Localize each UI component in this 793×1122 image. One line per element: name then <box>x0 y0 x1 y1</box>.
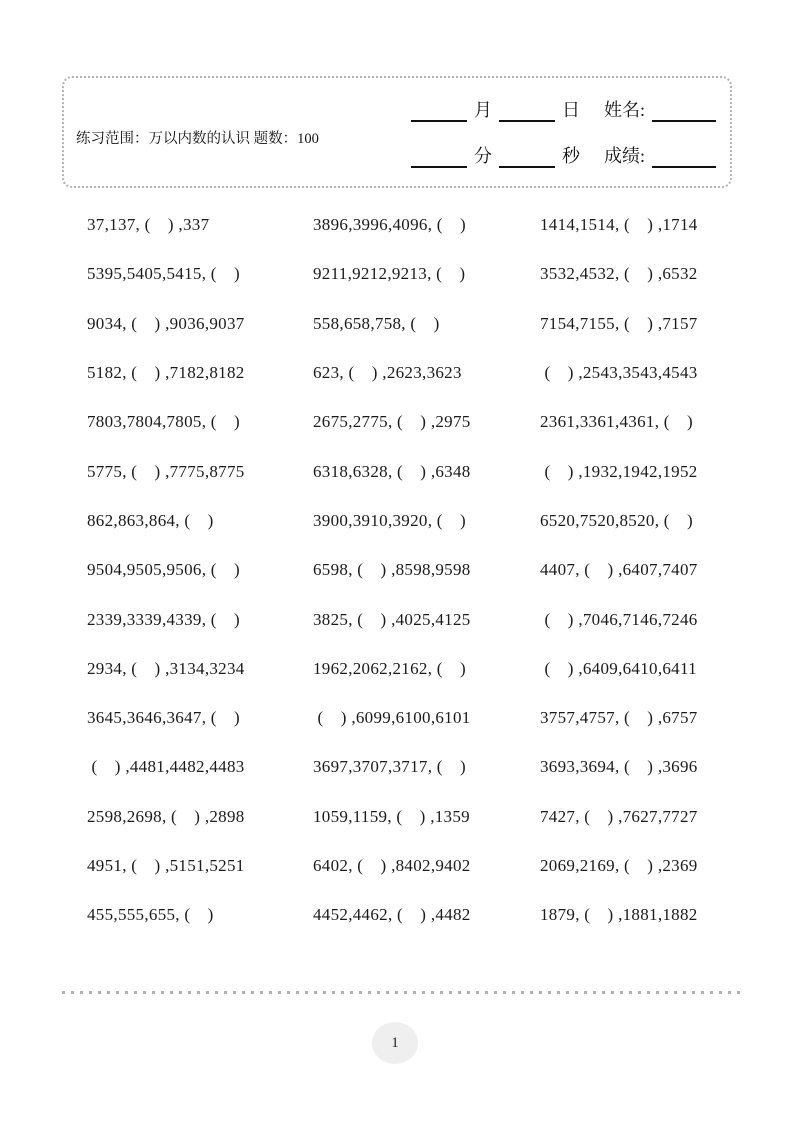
problem-cell: ( ) ,2543,3543,4543 <box>540 363 698 383</box>
header-fill-rows <box>404 96 716 188</box>
bottom-dotted-divider <box>62 991 740 994</box>
problem-cell: 2361,3361,4361, ( ) <box>540 412 694 432</box>
second-label: 秒 <box>561 146 580 166</box>
problem-cell: 1059,1159, ( ) ,1359 <box>313 806 470 826</box>
problem-cell: 5775, ( ) ,7775,8775 <box>87 461 245 481</box>
problem-cell: 6318,6328, ( ) ,6348 <box>313 461 471 481</box>
problem-cell: 9211,9212,9213, ( ) <box>313 264 466 284</box>
problem-cell: 6520,7520,8520, ( ) <box>540 510 694 530</box>
time-score-row <box>404 142 716 168</box>
problem-cell: 6598, ( ) ,8598,9598 <box>313 560 471 580</box>
date-name-row <box>404 96 716 122</box>
problem-cell: 558,658,758, ( ) <box>313 313 440 333</box>
name-label: 姓名: <box>603 100 645 120</box>
problem-cell: ( ) ,6099,6100,6101 <box>313 708 471 728</box>
header-box <box>62 76 732 188</box>
exercise-range-label: 练习范围：万以内数的认识 题数：100 <box>76 131 319 147</box>
score-label: 成绩: <box>603 146 645 166</box>
problem-cell: 1879, ( ) ,1881,1882 <box>540 905 698 925</box>
page-number: 1 <box>391 1034 399 1051</box>
problem-cell: 2598,2698, ( ) ,2898 <box>87 806 245 826</box>
problem-cell: 37,137, ( ) ,337 <box>87 215 210 235</box>
problem-cell: 3825, ( ) ,4025,4125 <box>313 609 471 629</box>
minute-blank <box>411 149 467 168</box>
problem-cell: ( ) ,6409,6410,6411 <box>540 658 697 678</box>
second-blank <box>499 149 555 168</box>
problem-cell: 7427, ( ) ,7627,7727 <box>540 806 698 826</box>
problem-cell: 623, ( ) ,2623,3623 <box>313 363 462 383</box>
problem-cell: 2675,2775, ( ) ,2975 <box>313 412 471 432</box>
problem-cell: 3532,4532, ( ) ,6532 <box>540 264 698 284</box>
month-blank <box>411 103 467 122</box>
problem-cell: 862,863,864, ( ) <box>87 510 214 530</box>
problem-cell: 6402, ( ) ,8402,9402 <box>313 856 471 875</box>
problem-cell: 1962,2062,2162, ( ) <box>313 658 467 678</box>
problem-cell: 4951, ( ) ,5151,5251 <box>87 856 245 875</box>
month-label: 月 <box>473 100 492 120</box>
problem-cell: 7803,7804,7805, ( ) <box>87 412 241 432</box>
problem-cell: 3693,3694, ( ) ,3696 <box>540 757 698 777</box>
problem-cell: 1414,1514, ( ) ,1714 <box>540 215 698 235</box>
problem-cell: 3697,3707,3717, ( ) <box>313 757 467 777</box>
problem-cell: ( ) ,4481,4482,4483 <box>87 757 245 777</box>
problem-cell: 3900,3910,3920, ( ) <box>313 510 467 530</box>
problems-grid <box>87 198 735 937</box>
problem-cell: 4407, ( ) ,6407,7407 <box>540 560 698 580</box>
problem-cell: 2339,3339,4339, ( ) <box>87 609 241 629</box>
day-blank <box>499 103 555 122</box>
problem-cell: 2934, ( ) ,3134,3234 <box>87 658 245 678</box>
problem-cell: 2069,2169, ( ) ,2369 <box>540 856 698 875</box>
problem-cell: 5395,5405,5415, ( ) <box>87 264 241 284</box>
name-blank <box>652 103 716 122</box>
problem-cell: ( ) ,7046,7146,7246 <box>540 609 698 629</box>
minute-label: 分 <box>473 146 492 166</box>
problem-cell: 3896,3996,4096, ( ) <box>313 215 467 235</box>
problem-cell: 5182, ( ) ,7182,8182 <box>87 363 245 383</box>
score-blank <box>652 149 716 168</box>
problem-cell: ( ) ,1932,1942,1952 <box>540 461 698 481</box>
day-label: 日 <box>561 100 580 120</box>
problem-cell: 9034, ( ) ,9036,9037 <box>87 313 245 333</box>
problem-cell: 9504,9505,9506, ( ) <box>87 560 241 580</box>
problem-cell: 3757,4757, ( ) ,6757 <box>540 708 698 728</box>
problem-cell: 455,555,655, ( ) <box>87 905 214 925</box>
problem-cell: 7154,7155, ( ) ,7157 <box>540 313 698 333</box>
page-number-badge <box>372 1022 418 1064</box>
problem-cell: 4452,4462, ( ) ,4482 <box>313 905 471 925</box>
problem-cell: 3645,3646,3647, ( ) <box>87 708 241 728</box>
